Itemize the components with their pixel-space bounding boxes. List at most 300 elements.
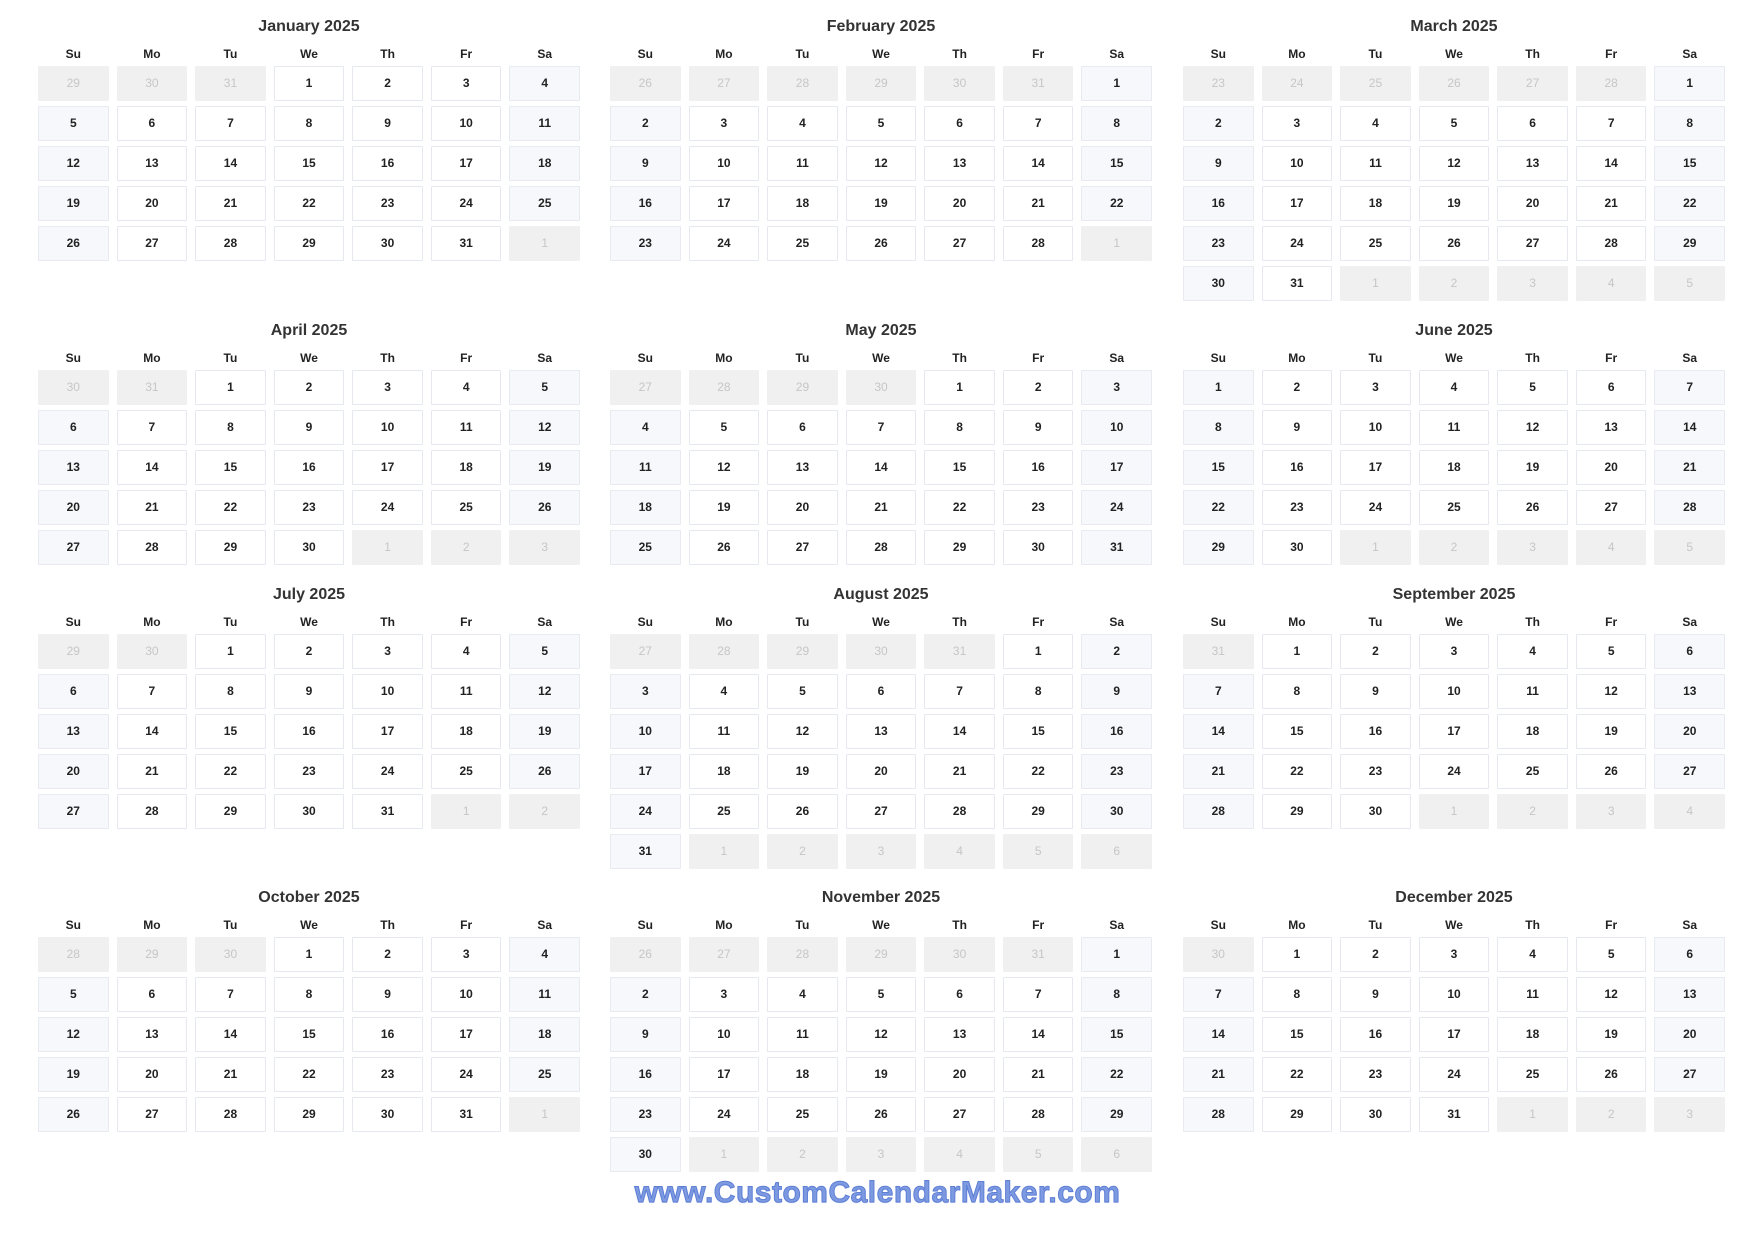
day-cell: 17 bbox=[431, 146, 502, 181]
day-cell: 14 bbox=[1654, 410, 1725, 445]
weekday-label: Tu bbox=[795, 351, 810, 365]
adjacent-month-day-cell: 2 bbox=[767, 1137, 838, 1172]
day-cell: 5 bbox=[1576, 937, 1647, 972]
week-row bbox=[610, 490, 1152, 525]
weekday-label: Fr bbox=[460, 351, 473, 365]
day-cell: 22 bbox=[195, 754, 266, 789]
adjacent-month-day-cell: 2 bbox=[431, 530, 502, 565]
day-cell: 27 bbox=[1654, 1057, 1725, 1092]
weekday-label: Sa bbox=[1682, 918, 1698, 932]
weekday-label: Fr bbox=[1605, 351, 1618, 365]
day-cell: 22 bbox=[1262, 1057, 1333, 1092]
day-cell: 9 bbox=[610, 1017, 681, 1052]
day-cell: 15 bbox=[274, 146, 345, 181]
day-cell: 29 bbox=[1654, 226, 1725, 261]
day-cell: 11 bbox=[509, 977, 580, 1012]
week-row bbox=[610, 794, 1152, 829]
day-cell: 30 bbox=[1340, 1097, 1411, 1132]
day-cell: 10 bbox=[610, 714, 681, 749]
month-block bbox=[610, 318, 1152, 570]
day-cell: 14 bbox=[1576, 146, 1647, 181]
day-cell: 15 bbox=[1262, 1017, 1333, 1052]
weekday-label: Th bbox=[380, 615, 395, 629]
weekday-header-row bbox=[610, 44, 1152, 64]
day-cell: 19 bbox=[1497, 450, 1568, 485]
weekday-label: Mo bbox=[715, 47, 733, 61]
day-cell: 12 bbox=[509, 674, 580, 709]
weekday-label: Sa bbox=[537, 615, 553, 629]
adjacent-month-day-cell: 31 bbox=[1003, 66, 1074, 101]
day-cell: 2 bbox=[352, 66, 423, 101]
week-row bbox=[1183, 410, 1725, 445]
weekday-label: Tu bbox=[1368, 615, 1383, 629]
day-cell: 27 bbox=[1576, 490, 1647, 525]
adjacent-month-day-cell: 27 bbox=[610, 634, 681, 669]
day-cell: 11 bbox=[1497, 674, 1568, 709]
adjacent-month-day-cell: 31 bbox=[1003, 937, 1074, 972]
day-cell: 18 bbox=[1340, 186, 1411, 221]
day-cell: 21 bbox=[1183, 1057, 1254, 1092]
month-title: April 2025 bbox=[270, 322, 348, 339]
month-title: May 2025 bbox=[845, 322, 917, 339]
day-cell: 16 bbox=[1340, 714, 1411, 749]
weekday-label: Sa bbox=[1682, 615, 1698, 629]
day-cell: 6 bbox=[1654, 937, 1725, 972]
day-cell: 1 bbox=[1262, 634, 1333, 669]
weekday-label: Th bbox=[1525, 615, 1540, 629]
day-cell: 1 bbox=[195, 634, 266, 669]
day-cell: 1 bbox=[1262, 937, 1333, 972]
weekday-header-row bbox=[38, 348, 580, 368]
day-cell: 29 bbox=[924, 530, 995, 565]
month-block bbox=[610, 14, 1152, 266]
day-cell: 1 bbox=[1081, 937, 1152, 972]
adjacent-month-day-cell: 1 bbox=[431, 794, 502, 829]
day-cell: 5 bbox=[846, 977, 917, 1012]
day-cell: 12 bbox=[1419, 146, 1490, 181]
adjacent-month-day-cell: 2 bbox=[1497, 794, 1568, 829]
week-row bbox=[1183, 146, 1725, 181]
week-row bbox=[1183, 754, 1725, 789]
day-cell: 22 bbox=[274, 1057, 345, 1092]
adjacent-month-day-cell: 5 bbox=[1003, 1137, 1074, 1172]
day-cell: 15 bbox=[1081, 146, 1152, 181]
month-title: September 2025 bbox=[1392, 586, 1516, 603]
day-cell: 26 bbox=[689, 530, 760, 565]
week-row bbox=[38, 674, 580, 709]
day-cell: 23 bbox=[352, 186, 423, 221]
week-row bbox=[1183, 106, 1725, 141]
day-cell: 22 bbox=[195, 490, 266, 525]
week-row bbox=[610, 1057, 1152, 1092]
weekday-header-row bbox=[1183, 915, 1725, 935]
adjacent-month-day-cell: 1 bbox=[352, 530, 423, 565]
adjacent-month-day-cell: 1 bbox=[1081, 226, 1152, 261]
day-cell: 30 bbox=[1081, 794, 1152, 829]
day-cell: 11 bbox=[1419, 410, 1490, 445]
week-row bbox=[1183, 66, 1725, 101]
weekday-label: Tu bbox=[1368, 918, 1383, 932]
day-cell: 25 bbox=[509, 186, 580, 221]
weekday-label: Th bbox=[380, 918, 395, 932]
week-row bbox=[38, 66, 580, 101]
day-cell: 1 bbox=[924, 370, 995, 405]
day-cell: 28 bbox=[924, 794, 995, 829]
day-cell: 1 bbox=[1654, 66, 1725, 101]
day-cell: 22 bbox=[1003, 754, 1074, 789]
week-row bbox=[38, 450, 580, 485]
day-cell: 3 bbox=[689, 977, 760, 1012]
day-cell: 3 bbox=[352, 634, 423, 669]
day-cell: 27 bbox=[767, 530, 838, 565]
day-cell: 14 bbox=[117, 450, 188, 485]
day-cell: 21 bbox=[846, 490, 917, 525]
week-row bbox=[38, 754, 580, 789]
day-cell: 10 bbox=[1419, 977, 1490, 1012]
weekday-header-row bbox=[610, 915, 1152, 935]
week-row bbox=[38, 977, 580, 1012]
day-cell: 26 bbox=[846, 226, 917, 261]
weekday-label: Fr bbox=[1605, 615, 1618, 629]
weekday-label: Sa bbox=[1682, 47, 1698, 61]
site-watermark: www.CustomCalendarMaker.com bbox=[634, 1176, 1121, 1209]
day-cell: 27 bbox=[924, 1097, 995, 1132]
day-cell: 16 bbox=[352, 1017, 423, 1052]
day-cell: 6 bbox=[1497, 106, 1568, 141]
week-row bbox=[38, 226, 580, 261]
day-cell: 21 bbox=[924, 754, 995, 789]
day-cell: 24 bbox=[1081, 490, 1152, 525]
day-cell: 25 bbox=[767, 226, 838, 261]
day-cell: 1 bbox=[274, 937, 345, 972]
day-cell: 7 bbox=[195, 977, 266, 1012]
weekday-label: We bbox=[872, 47, 890, 61]
day-cell: 19 bbox=[767, 754, 838, 789]
day-cell: 29 bbox=[1081, 1097, 1152, 1132]
week-row bbox=[610, 1097, 1152, 1132]
day-cell: 6 bbox=[117, 977, 188, 1012]
weekday-label: Fr bbox=[460, 918, 473, 932]
day-cell: 25 bbox=[1497, 754, 1568, 789]
adjacent-month-day-cell: 3 bbox=[509, 530, 580, 565]
adjacent-month-day-cell: 28 bbox=[767, 66, 838, 101]
day-cell: 5 bbox=[509, 370, 580, 405]
day-cell: 25 bbox=[689, 794, 760, 829]
day-cell: 2 bbox=[1262, 370, 1333, 405]
day-cell: 27 bbox=[1654, 754, 1725, 789]
day-cell: 29 bbox=[1183, 530, 1254, 565]
weekday-header-row bbox=[38, 915, 580, 935]
adjacent-month-day-cell: 3 bbox=[1576, 794, 1647, 829]
day-cell: 10 bbox=[1262, 146, 1333, 181]
day-cell: 2 bbox=[1081, 634, 1152, 669]
day-cell: 30 bbox=[610, 1137, 681, 1172]
day-cell: 8 bbox=[1262, 674, 1333, 709]
day-cell: 2 bbox=[1183, 106, 1254, 141]
day-cell: 16 bbox=[1003, 450, 1074, 485]
day-cell: 3 bbox=[1262, 106, 1333, 141]
day-cell: 16 bbox=[1262, 450, 1333, 485]
week-row bbox=[38, 186, 580, 221]
day-cell: 13 bbox=[38, 450, 109, 485]
day-cell: 17 bbox=[1081, 450, 1152, 485]
day-cell: 10 bbox=[352, 410, 423, 445]
weekday-label: Su bbox=[637, 918, 653, 932]
adjacent-month-day-cell: 5 bbox=[1654, 530, 1725, 565]
adjacent-month-day-cell: 6 bbox=[1081, 1137, 1152, 1172]
month-title: August 2025 bbox=[833, 586, 929, 603]
day-cell: 28 bbox=[1183, 1097, 1254, 1132]
day-cell: 15 bbox=[195, 714, 266, 749]
weekday-header-row bbox=[1183, 612, 1725, 632]
day-cell: 14 bbox=[1003, 146, 1074, 181]
day-cell: 6 bbox=[846, 674, 917, 709]
day-cell: 26 bbox=[767, 794, 838, 829]
adjacent-month-day-cell: 30 bbox=[924, 66, 995, 101]
adjacent-month-day-cell: 2 bbox=[1576, 1097, 1647, 1132]
week-row bbox=[610, 834, 1152, 869]
day-cell: 19 bbox=[509, 450, 580, 485]
adjacent-month-day-cell: 2 bbox=[1419, 266, 1490, 301]
day-cell: 13 bbox=[1654, 977, 1725, 1012]
day-cell: 6 bbox=[924, 977, 995, 1012]
day-cell: 3 bbox=[1081, 370, 1152, 405]
weekday-label: Tu bbox=[223, 918, 238, 932]
week-row bbox=[38, 530, 580, 565]
day-cell: 3 bbox=[1340, 370, 1411, 405]
adjacent-month-day-cell: 6 bbox=[1081, 834, 1152, 869]
weekday-label: Mo bbox=[1288, 47, 1306, 61]
day-cell: 28 bbox=[1183, 794, 1254, 829]
weekday-header-row bbox=[38, 44, 580, 64]
adjacent-month-day-cell: 25 bbox=[1340, 66, 1411, 101]
day-cell: 15 bbox=[195, 450, 266, 485]
day-cell: 26 bbox=[1576, 754, 1647, 789]
week-row bbox=[38, 370, 580, 405]
weekday-label: Mo bbox=[143, 918, 161, 932]
day-cell: 7 bbox=[117, 410, 188, 445]
day-cell: 18 bbox=[610, 490, 681, 525]
week-row bbox=[1183, 450, 1725, 485]
weekday-label: Sa bbox=[1109, 615, 1125, 629]
day-cell: 13 bbox=[846, 714, 917, 749]
adjacent-month-day-cell: 3 bbox=[1497, 530, 1568, 565]
day-cell: 6 bbox=[38, 674, 109, 709]
weekday-label: Mo bbox=[1288, 918, 1306, 932]
adjacent-month-day-cell: 29 bbox=[38, 66, 109, 101]
day-cell: 24 bbox=[352, 754, 423, 789]
day-cell: 11 bbox=[1340, 146, 1411, 181]
day-cell: 31 bbox=[1262, 266, 1333, 301]
weekday-label: Sa bbox=[537, 351, 553, 365]
day-cell: 3 bbox=[1419, 634, 1490, 669]
weekday-label: Fr bbox=[460, 47, 473, 61]
week-row bbox=[610, 1017, 1152, 1052]
day-cell: 8 bbox=[1262, 977, 1333, 1012]
day-cell: 20 bbox=[924, 1057, 995, 1092]
adjacent-month-day-cell: 30 bbox=[846, 634, 917, 669]
day-cell: 3 bbox=[352, 370, 423, 405]
day-cell: 13 bbox=[1654, 674, 1725, 709]
day-cell: 23 bbox=[1003, 490, 1074, 525]
day-cell: 25 bbox=[509, 1057, 580, 1092]
day-cell: 20 bbox=[1576, 450, 1647, 485]
weekday-label: We bbox=[1445, 615, 1463, 629]
day-cell: 28 bbox=[195, 1097, 266, 1132]
week-row bbox=[1183, 490, 1725, 525]
adjacent-month-day-cell: 30 bbox=[117, 634, 188, 669]
month-block bbox=[1183, 14, 1725, 306]
week-row bbox=[1183, 1017, 1725, 1052]
day-cell: 2 bbox=[1340, 634, 1411, 669]
day-cell: 28 bbox=[195, 226, 266, 261]
day-cell: 19 bbox=[509, 714, 580, 749]
day-cell: 12 bbox=[846, 146, 917, 181]
day-cell: 2 bbox=[1003, 370, 1074, 405]
week-row bbox=[38, 146, 580, 181]
day-cell: 8 bbox=[1003, 674, 1074, 709]
day-cell: 4 bbox=[1419, 370, 1490, 405]
day-cell: 4 bbox=[509, 66, 580, 101]
weekday-label: Mo bbox=[1288, 615, 1306, 629]
week-row bbox=[1183, 977, 1725, 1012]
weekday-label: Mo bbox=[143, 47, 161, 61]
day-cell: 4 bbox=[431, 634, 502, 669]
month-title: March 2025 bbox=[1410, 18, 1498, 35]
adjacent-month-day-cell: 3 bbox=[846, 834, 917, 869]
day-cell: 12 bbox=[1576, 977, 1647, 1012]
day-cell: 8 bbox=[195, 410, 266, 445]
day-cell: 9 bbox=[274, 410, 345, 445]
day-cell: 9 bbox=[610, 146, 681, 181]
week-row bbox=[610, 106, 1152, 141]
weekday-label: Th bbox=[1525, 351, 1540, 365]
day-cell: 5 bbox=[1419, 106, 1490, 141]
day-cell: 18 bbox=[431, 714, 502, 749]
day-cell: 10 bbox=[689, 1017, 760, 1052]
weekday-label: Mo bbox=[715, 615, 733, 629]
day-cell: 10 bbox=[1419, 674, 1490, 709]
day-cell: 22 bbox=[1081, 1057, 1152, 1092]
day-cell: 4 bbox=[431, 370, 502, 405]
day-cell: 27 bbox=[117, 1097, 188, 1132]
day-cell: 8 bbox=[274, 106, 345, 141]
day-cell: 24 bbox=[610, 794, 681, 829]
day-cell: 12 bbox=[767, 714, 838, 749]
adjacent-month-day-cell: 4 bbox=[1576, 530, 1647, 565]
day-cell: 12 bbox=[1497, 410, 1568, 445]
weekday-label: We bbox=[300, 351, 318, 365]
day-cell: 27 bbox=[846, 794, 917, 829]
adjacent-month-day-cell: 29 bbox=[117, 937, 188, 972]
day-cell: 20 bbox=[38, 490, 109, 525]
day-cell: 12 bbox=[38, 1017, 109, 1052]
day-cell: 5 bbox=[767, 674, 838, 709]
day-cell: 13 bbox=[1497, 146, 1568, 181]
day-cell: 22 bbox=[1183, 490, 1254, 525]
day-cell: 14 bbox=[195, 1017, 266, 1052]
weekday-label: Tu bbox=[223, 47, 238, 61]
adjacent-month-day-cell: 1 bbox=[689, 1137, 760, 1172]
adjacent-month-day-cell: 4 bbox=[924, 834, 995, 869]
day-cell: 11 bbox=[610, 450, 681, 485]
day-cell: 5 bbox=[689, 410, 760, 445]
day-cell: 9 bbox=[352, 106, 423, 141]
day-cell: 31 bbox=[352, 794, 423, 829]
adjacent-month-day-cell: 5 bbox=[1003, 834, 1074, 869]
weekday-label: Th bbox=[380, 47, 395, 61]
adjacent-month-day-cell: 2 bbox=[1419, 530, 1490, 565]
weekday-label: Sa bbox=[537, 918, 553, 932]
day-cell: 21 bbox=[1003, 1057, 1074, 1092]
month-block bbox=[1183, 318, 1725, 570]
day-cell: 21 bbox=[195, 1057, 266, 1092]
month-block bbox=[1183, 885, 1725, 1137]
day-cell: 4 bbox=[1497, 937, 1568, 972]
day-cell: 21 bbox=[195, 186, 266, 221]
day-cell: 22 bbox=[924, 490, 995, 525]
day-cell: 23 bbox=[610, 1097, 681, 1132]
day-cell: 4 bbox=[509, 937, 580, 972]
weekday-label: Th bbox=[380, 351, 395, 365]
day-cell: 22 bbox=[1081, 186, 1152, 221]
week-row bbox=[610, 186, 1152, 221]
day-cell: 10 bbox=[431, 977, 502, 1012]
day-cell: 25 bbox=[431, 490, 502, 525]
day-cell: 14 bbox=[924, 714, 995, 749]
weekday-label: Su bbox=[1210, 351, 1226, 365]
day-cell: 2 bbox=[610, 106, 681, 141]
weekday-label: Tu bbox=[1368, 351, 1383, 365]
week-row bbox=[1183, 530, 1725, 565]
weekday-label: Sa bbox=[1109, 918, 1125, 932]
day-cell: 20 bbox=[767, 490, 838, 525]
adjacent-month-day-cell: 28 bbox=[1576, 66, 1647, 101]
day-cell: 29 bbox=[1262, 794, 1333, 829]
day-cell: 9 bbox=[352, 977, 423, 1012]
day-cell: 18 bbox=[767, 186, 838, 221]
week-row bbox=[610, 937, 1152, 972]
weekday-label: Mo bbox=[143, 351, 161, 365]
adjacent-month-day-cell: 3 bbox=[846, 1137, 917, 1172]
weekday-label: Tu bbox=[223, 615, 238, 629]
adjacent-month-day-cell: 26 bbox=[610, 66, 681, 101]
day-cell: 8 bbox=[274, 977, 345, 1012]
weekday-label: Fr bbox=[1032, 918, 1045, 932]
day-cell: 6 bbox=[767, 410, 838, 445]
day-cell: 15 bbox=[274, 1017, 345, 1052]
week-row bbox=[38, 410, 580, 445]
day-cell: 3 bbox=[431, 66, 502, 101]
month-title: July 2025 bbox=[272, 586, 346, 603]
day-cell: 25 bbox=[1419, 490, 1490, 525]
day-cell: 23 bbox=[1262, 490, 1333, 525]
day-cell: 12 bbox=[1576, 674, 1647, 709]
day-cell: 22 bbox=[1654, 186, 1725, 221]
day-cell: 19 bbox=[689, 490, 760, 525]
week-row bbox=[610, 977, 1152, 1012]
day-cell: 31 bbox=[431, 1097, 502, 1132]
day-cell: 7 bbox=[924, 674, 995, 709]
day-cell: 24 bbox=[352, 490, 423, 525]
day-cell: 28 bbox=[1003, 1097, 1074, 1132]
day-cell: 23 bbox=[1081, 754, 1152, 789]
week-row bbox=[38, 634, 580, 669]
weekday-label: We bbox=[300, 47, 318, 61]
day-cell: 23 bbox=[1183, 226, 1254, 261]
adjacent-month-day-cell: 1 bbox=[509, 226, 580, 261]
weekday-label: Su bbox=[65, 918, 81, 932]
